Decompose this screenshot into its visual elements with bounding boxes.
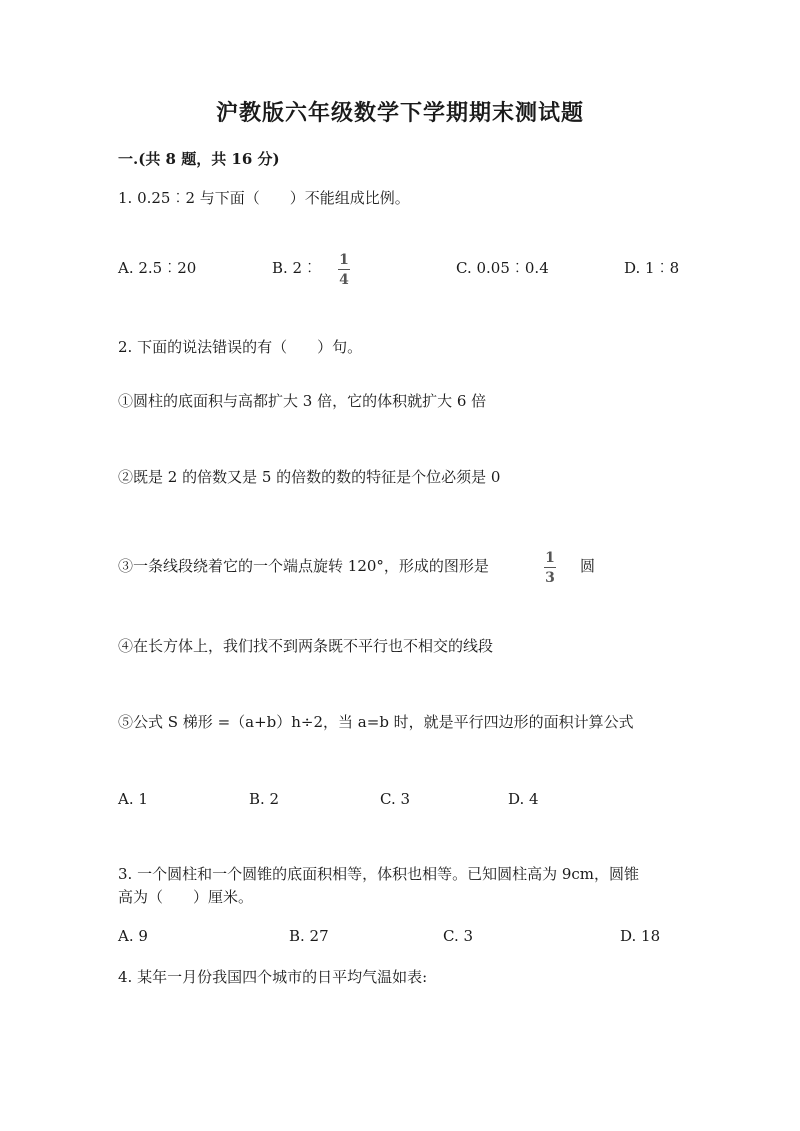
fraction-bar	[338, 269, 350, 270]
question-2-statement-3: ③一条线段绕着它的一个端点旋转 120°，形成的图形是	[118, 557, 489, 575]
question-1-option-d: D. 1︰8	[624, 259, 680, 277]
question-3-option-d: D. 18	[620, 927, 661, 945]
question-2-statement-3-suffix: 圆	[580, 557, 596, 575]
page-title: 沪教版六年级数学下学期期末测试题	[215, 100, 584, 126]
fraction-numerator: 1	[545, 550, 555, 566]
section-header: 一.(共 8 题，共 16 分)	[118, 150, 280, 168]
question-2-option-c: C. 3	[380, 790, 411, 808]
question-1-option-a: A. 2.5︰20	[118, 259, 197, 277]
fraction-bar	[544, 567, 556, 568]
question-3-stem-line-2: 高为（ ）厘米。	[118, 888, 254, 906]
question-2-option-b: B. 2	[249, 790, 280, 808]
question-3-option-a: A. 9	[118, 927, 148, 945]
question-2-stem: 2. 下面的说法错误的有（ ）句。	[118, 338, 363, 356]
question-2-option-a: A. 1	[118, 790, 148, 808]
question-4-stem: 4. 某年一月份我国四个城市的日平均气温如表:	[118, 968, 428, 986]
question-2-statement-3-fraction	[543, 550, 557, 586]
question-2-statement-5: ⑤公式 S 梯形 =（a+b）h÷2，当 a=b 时，就是平行四边形的面积计算公式	[118, 713, 634, 731]
question-2-statement-1: ①圆柱的底面积与高都扩大 3 倍，它的体积就扩大 6 倍	[118, 392, 487, 410]
question-2-statement-4: ④在长方体上，我们找不到两条既不平行也不相交的线段	[118, 637, 494, 655]
fraction-denominator: 4	[339, 272, 349, 288]
fraction-denominator: 3	[545, 570, 555, 586]
question-3-stem-line-1: 3. 一个圆柱和一个圆锥的底面积相等，体积也相等。已知圆柱高为 9cm，圆锥	[118, 865, 640, 883]
fraction-numerator: 1	[339, 252, 349, 268]
question-1-option-b: B. 2︰	[272, 259, 318, 277]
question-2-option-d: D. 4	[508, 790, 539, 808]
question-1-stem: 1. 0.25︰2 与下面（ ）不能组成比例。	[118, 189, 410, 207]
question-3-option-c: C. 3	[443, 927, 474, 945]
question-1-option-b-fraction	[337, 252, 351, 288]
question-3-option-b: B. 27	[289, 927, 329, 945]
question-1-option-c: C. 0.05︰0.4	[456, 259, 549, 277]
question-2-statement-2: ②既是 2 的倍数又是 5 的倍数的数的特征是个位必须是 0	[118, 468, 501, 486]
